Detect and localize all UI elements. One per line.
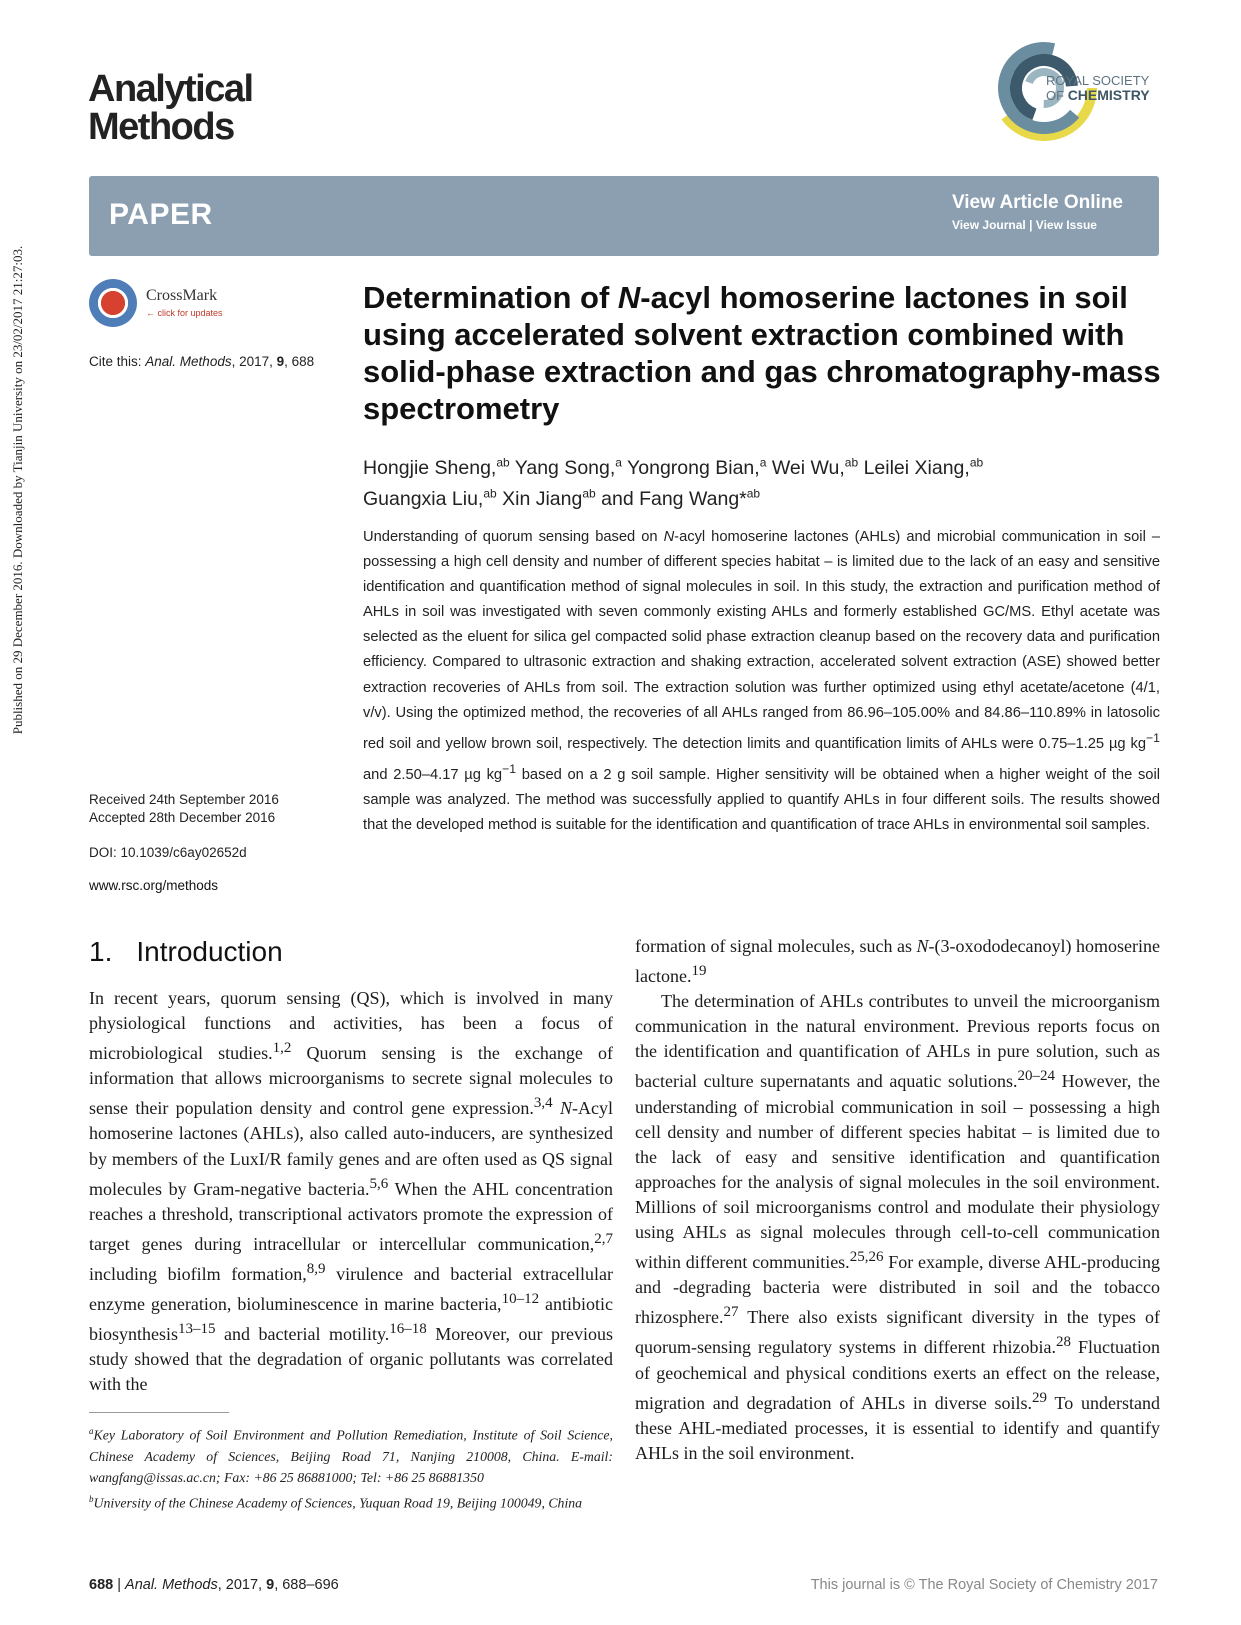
citation-ref[interactable]: 27: [723, 1304, 739, 1321]
citation-ref[interactable]: 20–24: [1017, 1068, 1055, 1085]
view-article-online-link[interactable]: View Article Online: [951, 192, 1123, 213]
journal-logo: [88, 70, 253, 146]
citation-ref[interactable]: 13–15: [178, 1321, 216, 1338]
crossmark-icon: [89, 279, 137, 327]
cite-year: , 2017,: [231, 354, 277, 369]
link-separator: |: [1029, 218, 1033, 232]
view-journal-link[interactable]: View Journal: [951, 218, 1026, 232]
author: and Fang Wang*$^{ab}$: [601, 486, 761, 510]
intro-column-left: [89, 986, 613, 1397]
citation-ref[interactable]: 16–18: [389, 1321, 427, 1338]
section-title: Introduction: [136, 936, 283, 967]
section-number: 1.: [89, 936, 113, 967]
crossmark-button[interactable]: [89, 279, 239, 331]
page-footer-left: 688 | Anal. Methods, 2017, 9, 688–696: [89, 1577, 339, 1593]
author: Yongrong Bian,$^a$: [627, 455, 767, 479]
paragraph: In recent years, quorum sensing (QS), which is involved in many physiological functions and activities, has been a focus of microbiological studies.$^{1,2}$ Quorum sensing is the exchange of information that allows microorganisms to secrete signal molecules to sense their population density and control gene expression.$^{3,4}$ N-Acyl homoserine lactones (AHLs), also called auto-inducers, are synthesized by members of the LuxI/R family genes and are often used as QS signal molecules by Gram-negative bacteria.$^{5,6}$ When the AHL concentration reaches a threshold, transcriptional activators promote the expression of target genes during intracellular or intercellular communication,$^{2,7}$ including biofilm formation,$^{8,9}$ virulence and bacterial extracellular enzyme generation, bioluminescence in marine bacteria,$^{10-12}$ antibiotic biosynthesis$^{13-15}$ and bacterial motility.$^{16-18}$ Moreover, our previous study showed that the degradation of organic pollutants was correlated with the: [89, 988, 614, 1395]
citation-ref[interactable]: 1,2: [272, 1040, 292, 1057]
received-date: Received 24th September 2016: [89, 792, 279, 807]
crossmark-sub: ← click for updates: [146, 308, 223, 318]
footnote-a: $^a$Key Laboratory of Soil Environment and Pollution Remediation, Institute of Soil Science, Chinese Academy of Sciences, Beijing Road 71, Nanjing 210008, China. E-mail: wangfang@issas.ac.cn; Fax: +86 25 86881000; Tel: +86 25 86881350: [89, 1426, 613, 1486]
article-dates: [89, 791, 279, 827]
rsc-wordmark: [1046, 74, 1150, 103]
banner-links: [952, 192, 1123, 232]
author: Yang Song,$^a$: [514, 455, 622, 479]
paragraph: The determination of AHLs contributes to unveil the microorganism communication in the natural environment. Previous reports focus on the identification and quantification of AHLs in pure solution, such as bacterial culture supernatants and aquatic solutions.$^{20-24}$ However, the understanding of microbial communication in soil – possessing a high cell density and number of different species habitat – is limited due to the lack of easy and sensitive identification and quantification approaches for the analysis of signal molecules in the soil environment. Millions of soil microorganisms control and modulate their physiology using AHLs as signal molecules through cell-to-cell communication within different communities.$^{25,26}$ For example, diverse AHL-producing and -degrading bacteria were distributed in soil and the tobacco rhizosphere.$^{27}$ There also exists significant diversity in the types of quorum-sensing regulatory systems in different rhizobia.$^{28}$ Fluctuation of geochemical and physical conditions exerts an effect on the release, migration and degradation of AHLs in diverse soils.$^{29}$ To understand these AHL-mediated processes, it is essential to identify and quantify AHLs in the soil environment.: [635, 991, 1160, 1463]
download-note-sidebar: [2, 0, 34, 980]
page-number: 688: [89, 1577, 114, 1593]
author: Hongjie Sheng,$^{ab}$: [363, 455, 510, 479]
title-part1: Determination of: [363, 280, 618, 315]
title-part2: -acyl homoserine lactones in soil using accelerated solvent extraction combined with solid-phase extraction and gas chromatography-mass spectrometry: [363, 280, 1161, 426]
citation-ref[interactable]: 29: [1032, 1389, 1047, 1406]
copyright-notice: This journal is © The Royal Society of Chemistry 2017: [810, 1577, 1158, 1593]
rsc-line1: ROYAL SOCIETY: [1046, 73, 1150, 88]
journal-name-line2: Methods: [88, 106, 234, 148]
cite-page: , 688: [284, 354, 315, 369]
cite-prefix: Cite this:: [89, 354, 146, 369]
article-title: [363, 279, 1163, 427]
footnote-divider: [89, 1412, 229, 1413]
affiliation-footnotes: [89, 1421, 613, 1514]
journal-url-link[interactable]: www.rsc.org/methods: [89, 878, 219, 893]
section-heading: [89, 936, 283, 968]
citation-ref[interactable]: 3,4: [533, 1095, 553, 1112]
rsc-chemistry: CHEMISTRY: [1067, 87, 1150, 103]
citation-ref[interactable]: 8,9: [306, 1260, 326, 1277]
paragraph: formation of signal molecules, such as N-(3-oxododecanoyl) homoserine lactone.$^{19}$: [635, 936, 1160, 987]
download-note-text: Published on 29 December 2016. Downloaded by Tianjin University on 23/02/2017 21:27:03.: [10, 245, 25, 735]
citation: [89, 354, 314, 369]
view-issue-link[interactable]: View Issue: [1035, 218, 1097, 232]
citation-ref[interactable]: 19: [691, 963, 707, 980]
intro-column-right: [635, 934, 1160, 1466]
author: Leilei Xiang,$^{ab}$: [863, 455, 984, 479]
author: Wei Wu,$^{ab}$: [771, 455, 859, 479]
citation-ref[interactable]: 25,26: [849, 1249, 884, 1266]
cite-volume: 9: [276, 354, 285, 369]
accepted-date: Accepted 28th December 2016: [89, 810, 276, 825]
citation-ref[interactable]: 5,6: [369, 1175, 389, 1192]
author: Xin Jiang$^{ab}$: [502, 486, 596, 510]
title-italic: N: [617, 280, 641, 315]
article-type-banner: [89, 176, 1159, 256]
author-list: [363, 449, 1163, 512]
citation-ref[interactable]: 28: [1056, 1334, 1072, 1351]
article-type-label: PAPER: [109, 198, 213, 231]
author: Guangxia Liu,$^{ab}$: [363, 486, 497, 510]
cite-journal: Anal. Methods: [145, 354, 232, 369]
citation-ref[interactable]: 2,7: [594, 1230, 613, 1247]
abstract: Understanding of quorum sensing based on N-acyl homoserine lactones (AHLs) and microbial communication in soil – possessing a high cell density and number of different species habitat – is limited due to the lack of an easy and sensitive identification and quantification method of signal molecules in soil. In this study, the extraction and purification method of AHLs in soil was investigated with seven commonly existing AHLs and formerly established GC/MS. Ethyl acetate was selected as the eluent for silica gel compacted solid phase extraction cleanup based on the recovery data and purification efficiency. Compared to ultrasonic extraction and shaking extraction, accelerated solvent extraction (ASE) showed better extraction recoveries of AHLs from soil. The extraction solution was further optimized using ethyl acetate/acetone (4/1, v/v). Using the optimized method, the recoveries of all AHLs ranged from 86.96–105.00% and 84.86–110.89% in latosolic red soil and yellow brown soil, respectively. The detection limits and quantification limits of AHLs were 0.75–1.25 µg $kg^{-1}$ and 2.50–4.17 µg $kg^{-1}$ based on a 2 g soil sample. Higher sensitivity will be obtained when a higher weight of the soil sample was analyzed. The method was successfully applied to quantify AHLs in four different soils. The results showed that the developed method is suitable for the identification and quantification of trace AHLs in environmental soil samples.: [363, 529, 1160, 833]
rsc-of: OF: [1046, 88, 1065, 103]
footnote-b: $^b$University of the Chinese Academy of Sciences, Yuquan Road 19, Beijing 100049, China: [89, 1493, 583, 1511]
citation-ref[interactable]: 10–12: [501, 1291, 540, 1308]
crossmark-label: CrossMark: [146, 287, 218, 304]
doi[interactable]: DOI: 10.1039/c6ay02652d: [89, 845, 247, 860]
journal-name-line1: Analytical: [88, 68, 253, 110]
rsc-logo: [988, 30, 1156, 148]
